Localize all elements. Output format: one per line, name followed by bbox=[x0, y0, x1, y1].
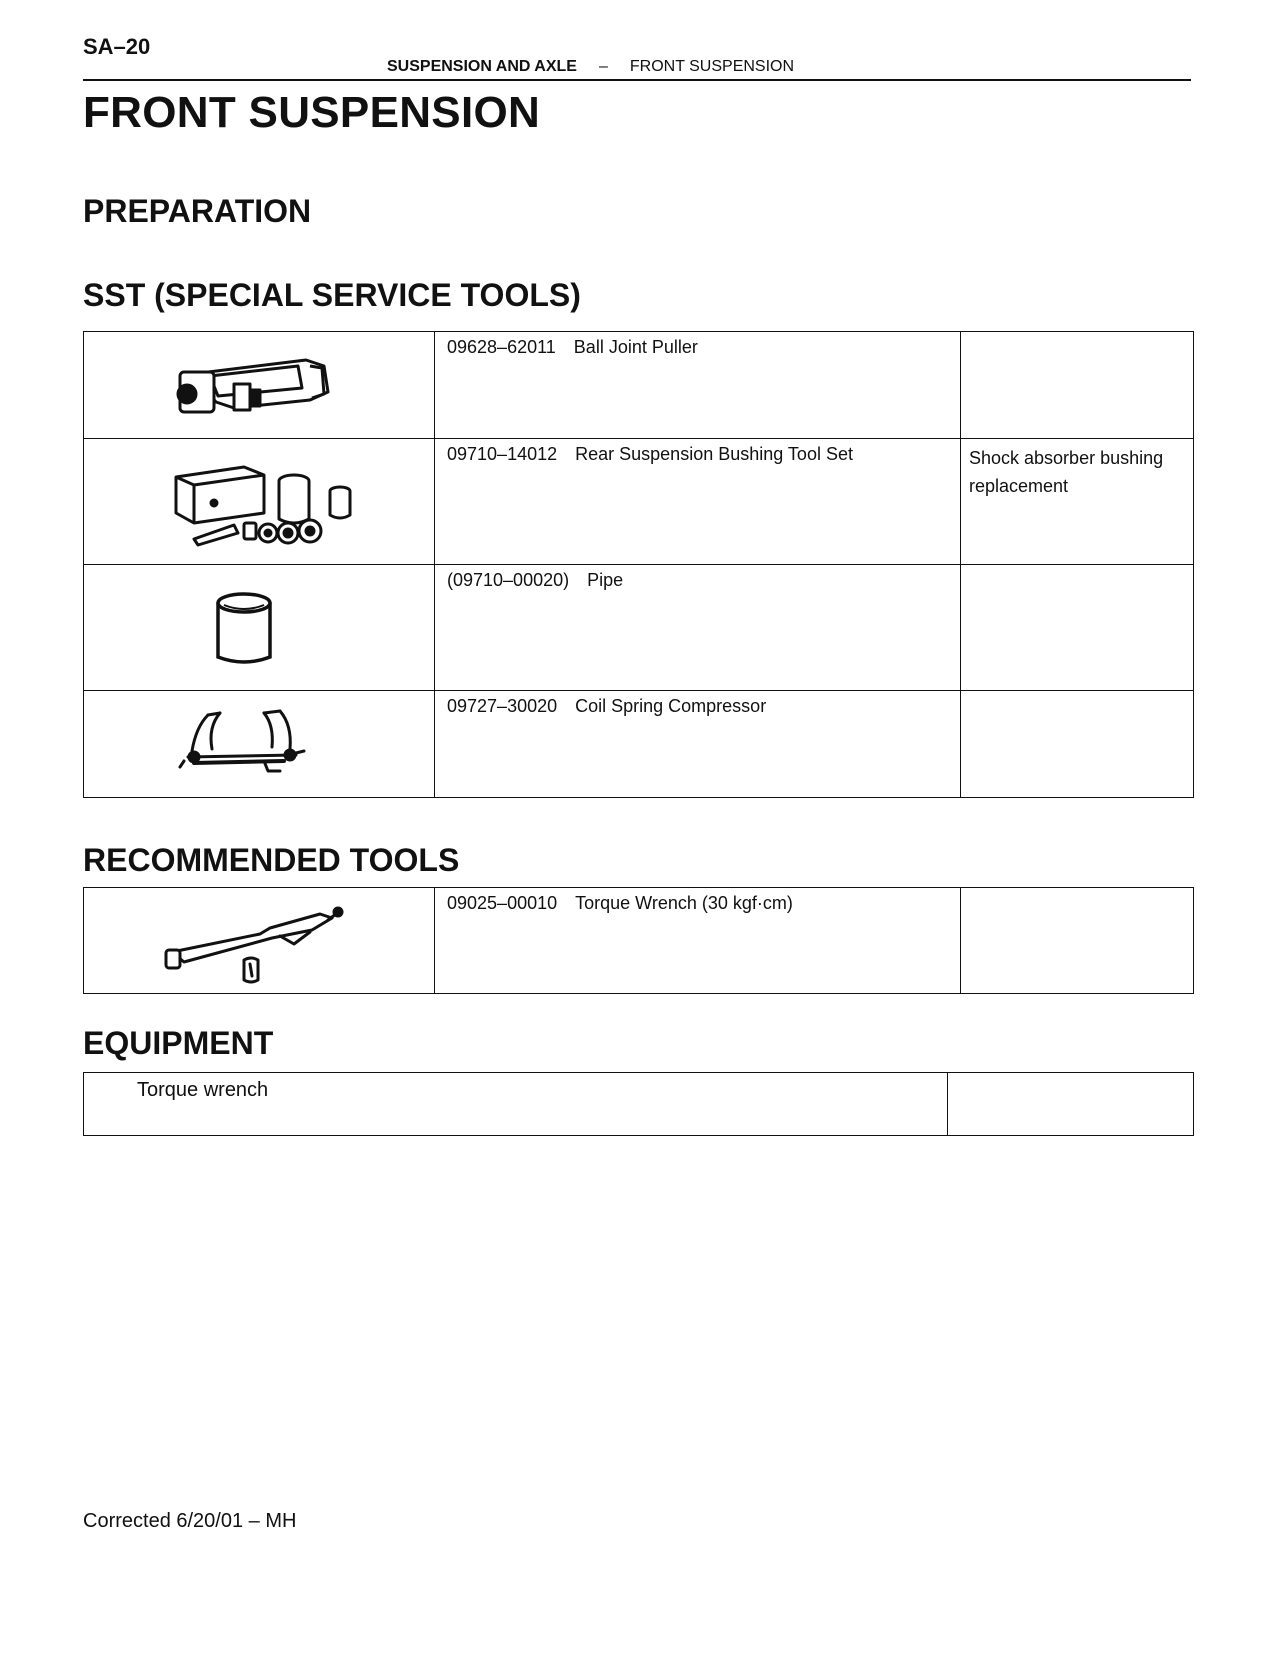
ball-joint-puller-icon bbox=[84, 332, 434, 438]
tool-description bbox=[435, 332, 961, 439]
sst-table bbox=[83, 331, 1194, 798]
running-head-separator: – bbox=[598, 58, 608, 75]
tool-note bbox=[961, 565, 1194, 691]
equipment-note bbox=[948, 1073, 1194, 1136]
table-row bbox=[84, 1073, 1194, 1136]
table-row bbox=[84, 691, 1194, 798]
heading-equipment: EQUIPMENT bbox=[83, 1025, 274, 1061]
footer-revision: Corrected 6/20/01 – MH bbox=[83, 1510, 297, 1532]
table-row bbox=[84, 439, 1194, 565]
tool-description bbox=[435, 439, 961, 565]
tool-note bbox=[961, 888, 1194, 994]
part-number: 09628–62011 bbox=[447, 337, 556, 357]
table-row bbox=[84, 565, 1194, 691]
tool-note bbox=[961, 332, 1194, 439]
tool-name: Rear Suspension Bushing Tool Set bbox=[575, 444, 853, 464]
tool-name: Pipe bbox=[587, 570, 624, 590]
part-number: 09710–14012 bbox=[447, 444, 558, 464]
tool-image-cell bbox=[84, 332, 435, 439]
tool-image-cell bbox=[84, 439, 435, 565]
part-number: 09025–00010 bbox=[447, 893, 558, 913]
tool-note bbox=[961, 691, 1194, 798]
bushing-tool-set-icon bbox=[84, 439, 434, 564]
table-row bbox=[84, 332, 1194, 439]
tool-image-cell bbox=[84, 691, 435, 798]
tool-image-cell bbox=[84, 888, 435, 994]
tool-name: Ball Joint Puller bbox=[573, 337, 698, 357]
tool-note: Shock absorber bushing replacement bbox=[961, 439, 1194, 565]
heading-sst: SST (SPECIAL SERVICE TOOLS) bbox=[83, 277, 581, 313]
coil-spring-compressor-icon bbox=[84, 691, 434, 797]
part-number: 09727–30020 bbox=[447, 696, 558, 716]
tool-name: Coil Spring Compressor bbox=[575, 696, 767, 716]
pipe-icon bbox=[84, 565, 434, 690]
running-head-subsection: FRONT SUSPENSION bbox=[629, 58, 795, 75]
tool-description bbox=[435, 691, 961, 798]
running-head-section: SUSPENSION AND AXLE bbox=[387, 58, 577, 75]
recommended-tools-table bbox=[83, 887, 1194, 994]
torque-wrench-icon bbox=[84, 888, 434, 993]
header-rule bbox=[83, 79, 1191, 81]
equipment-name: Torque wrench bbox=[84, 1073, 948, 1136]
page-number: SA–20 bbox=[83, 34, 151, 59]
page-title: FRONT SUSPENSION bbox=[83, 88, 541, 137]
tool-image-cell bbox=[84, 565, 435, 691]
equipment-table bbox=[83, 1072, 1194, 1136]
tool-description bbox=[435, 565, 961, 691]
heading-recommended-tools: RECOMMENDED TOOLS bbox=[83, 842, 460, 878]
heading-preparation: PREPARATION bbox=[83, 193, 312, 229]
running-head bbox=[387, 58, 794, 76]
table-row bbox=[84, 888, 1194, 994]
tool-description bbox=[435, 888, 961, 994]
tool-name: Torque Wrench (30 kgf·cm) bbox=[575, 893, 793, 913]
part-number: (09710–00020) bbox=[447, 570, 570, 590]
